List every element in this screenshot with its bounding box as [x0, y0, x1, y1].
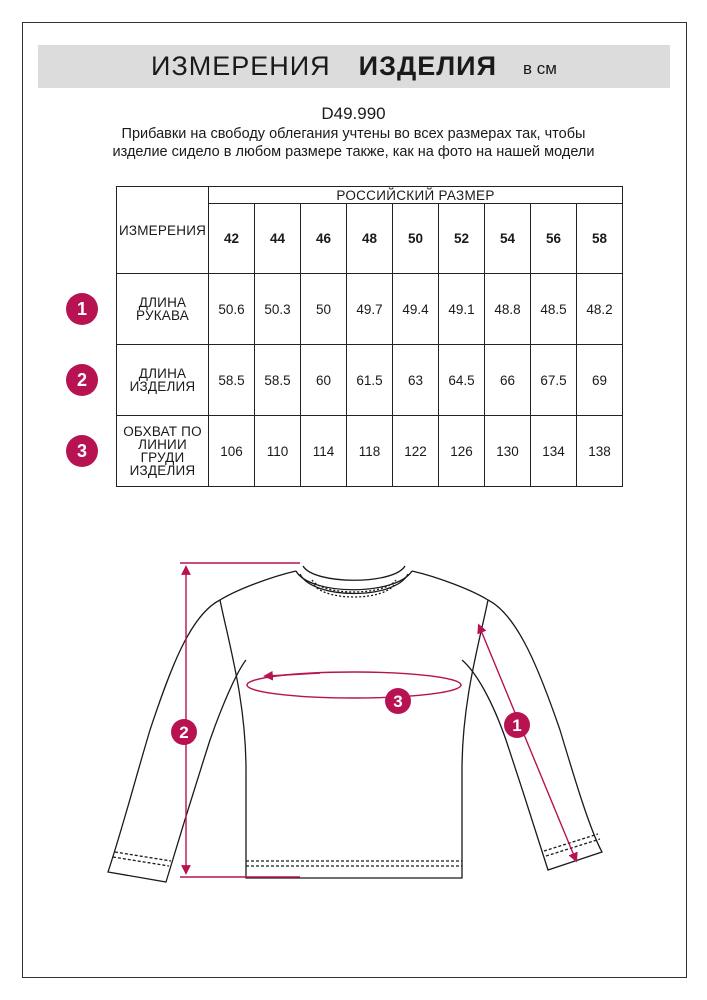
value-cell: 50 [301, 274, 347, 345]
diagram-marker-1 [504, 712, 530, 738]
value-cell: 63 [393, 345, 439, 416]
value-cell: 49.1 [439, 274, 485, 345]
row-badge-3: 3 [66, 435, 98, 467]
value-cell: 67.5 [531, 345, 577, 416]
value-cell: 66 [485, 345, 531, 416]
diagram-marker-3 [385, 688, 411, 714]
article-code: D49.990 [321, 104, 386, 123]
row-label: ДЛИНА РУКАВА [117, 274, 209, 345]
row-label: ОБХВАТ ПО ЛИНИИ ГРУДИ ИЗДЕЛИЯ [117, 416, 209, 487]
value-cell: 49.4 [393, 274, 439, 345]
value-cell: 69 [577, 345, 623, 416]
value-cell: 48.5 [531, 274, 577, 345]
marker-text: 3 [393, 692, 403, 711]
marker-text: 2 [179, 723, 189, 742]
value-cell: 58.5 [209, 345, 255, 416]
row-badge-2: 2 [66, 364, 98, 396]
size-system-header: РОССИЙСКИЙ РАЗМЕР [209, 187, 623, 204]
value-cell: 106 [209, 416, 255, 487]
size-header-cell: 58 [577, 204, 623, 274]
value-cell: 64.5 [439, 345, 485, 416]
marker-text: 1 [512, 716, 522, 735]
value-cell: 114 [301, 416, 347, 487]
value-cell: 50.3 [255, 274, 301, 345]
row-badge-1: 1 [66, 293, 98, 325]
size-header-cell: 42 [209, 204, 255, 274]
value-cell: 58.5 [255, 345, 301, 416]
value-cell: 48.8 [485, 274, 531, 345]
value-cell: 48.2 [577, 274, 623, 345]
value-cell: 50.6 [209, 274, 255, 345]
size-header-cell: 46 [301, 204, 347, 274]
size-header-cell: 52 [439, 204, 485, 274]
size-header-cell: 56 [531, 204, 577, 274]
title-part2: ИЗДЕЛИЯ [358, 51, 497, 81]
value-cell: 130 [485, 416, 531, 487]
value-cell: 134 [531, 416, 577, 487]
value-cell: 110 [255, 416, 301, 487]
value-cell: 126 [439, 416, 485, 487]
value-cell: 60 [301, 345, 347, 416]
chest-arrow [268, 673, 320, 676]
row-label: ДЛИНА ИЗДЕЛИЯ [117, 345, 209, 416]
value-cell: 61.5 [347, 345, 393, 416]
title-unit: в см [523, 58, 557, 78]
corner-label: ИЗМЕРЕНИЯ [117, 187, 209, 274]
value-cell: 122 [393, 416, 439, 487]
size-header-cell: 50 [393, 204, 439, 274]
diagram-marker-2 [171, 719, 197, 745]
fit-note: Прибавки на свободу облегания учтены во всех размерах так, чтобы изделие сидело в любом размере также, как на фото на нашей модели [112, 126, 595, 160]
size-header-cell: 44 [255, 204, 301, 274]
value-cell: 118 [347, 416, 393, 487]
sleeve-arrow [480, 628, 575, 858]
value-cell: 138 [577, 416, 623, 487]
size-header-cell: 54 [485, 204, 531, 274]
size-header-cell: 48 [347, 204, 393, 274]
value-cell: 49.7 [347, 274, 393, 345]
title-part1: ИЗМЕРЕНИЯ [151, 51, 331, 81]
